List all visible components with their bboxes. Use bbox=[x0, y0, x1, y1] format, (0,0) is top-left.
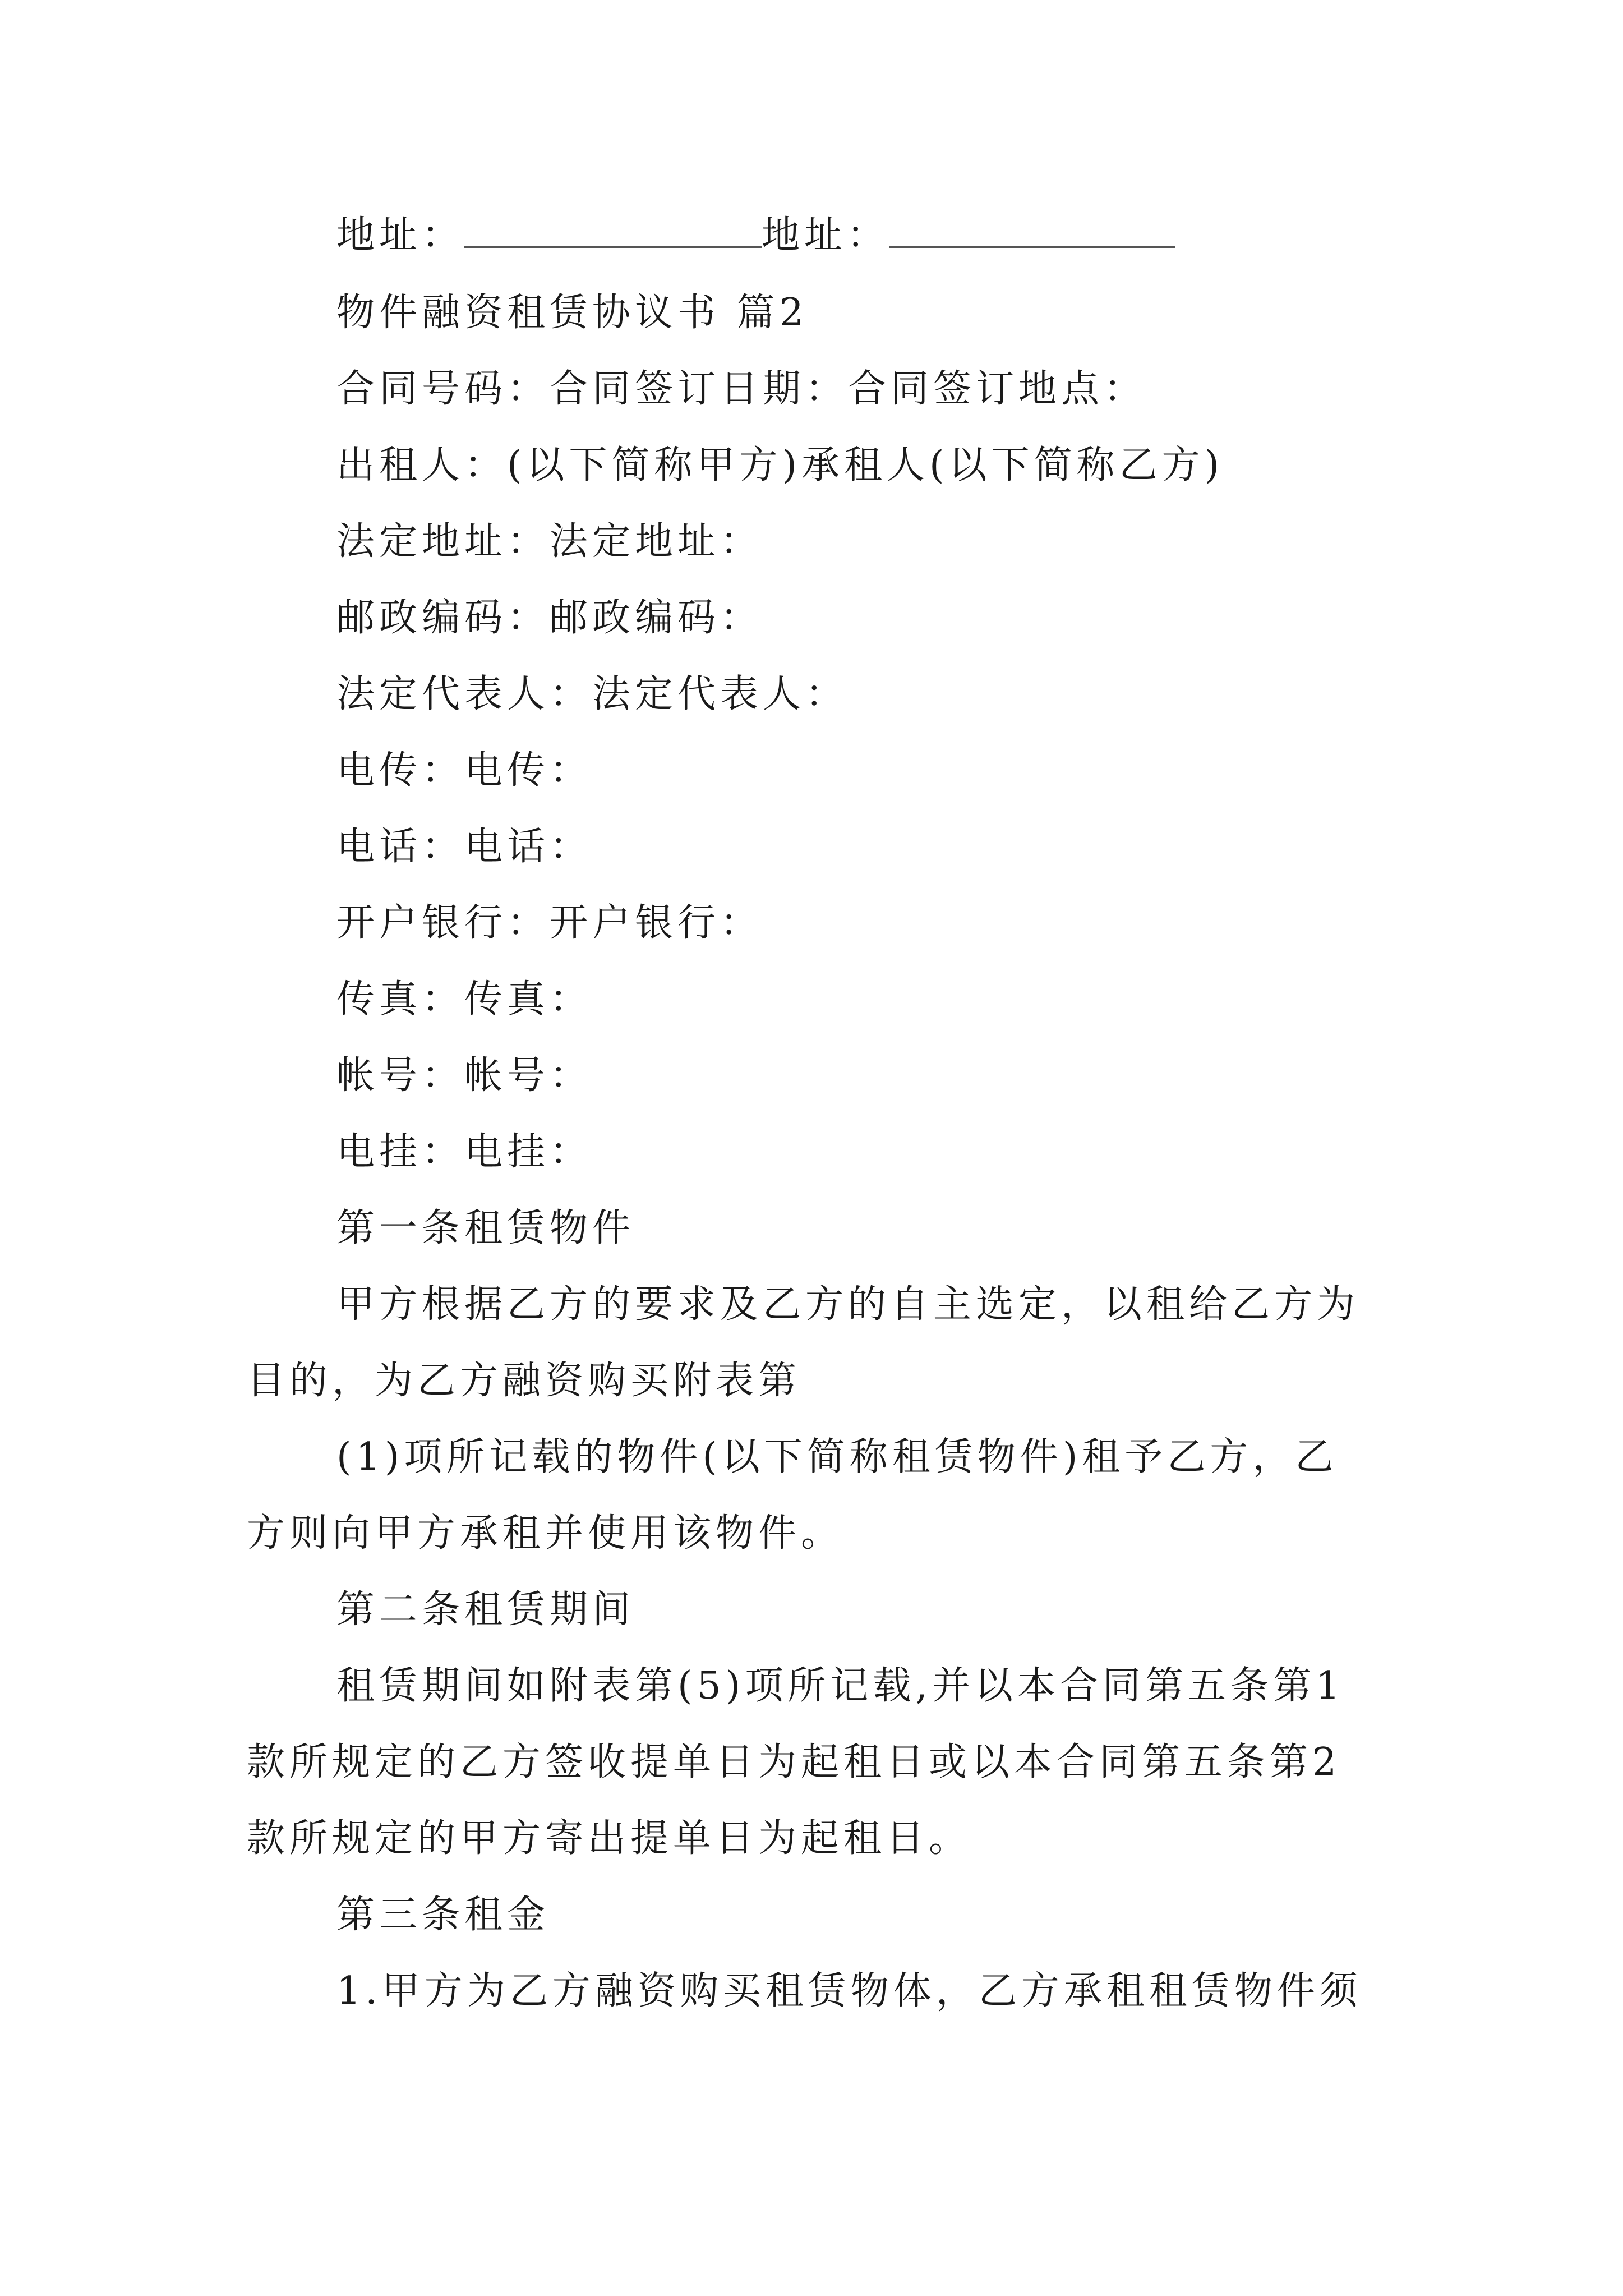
header-line-bank: 开户银行：开户银行： bbox=[336, 901, 763, 945]
article-1-para-1-line-1: 甲方根据乙方的要求及乙方的自主选定，以租给乙方为 bbox=[336, 1282, 1360, 1327]
header-line-account: 帐号：帐号： bbox=[336, 1053, 593, 1098]
header-line-legal-representative: 法定代表人：法定代表人： bbox=[336, 672, 849, 716]
address-blank-left bbox=[464, 211, 762, 248]
header-line-telex: 电传：电传： bbox=[336, 748, 593, 793]
header-line-contract: 合同号码：合同签订日期：合同签订地点： bbox=[336, 367, 1147, 411]
article-3-title: 第三条租金 bbox=[336, 1893, 550, 1937]
header-line-legal-address: 法定地址：法定地址： bbox=[336, 519, 763, 564]
article-1-title: 第一条租赁物件 bbox=[336, 1206, 635, 1250]
article-1-para-2-line-1: (1)项所记载的物件(以下简称租赁物件)租予乙方，乙 bbox=[336, 1435, 1338, 1479]
address-blank-right bbox=[889, 211, 1175, 248]
section-title: 物件融资租赁协议书 篇2 bbox=[336, 291, 808, 335]
header-line-cable: 电挂：电挂： bbox=[336, 1130, 593, 1174]
address-row bbox=[336, 208, 1175, 264]
header-line-parties: 出租人：(以下简称甲方)承租人(以下简称乙方) bbox=[336, 443, 1224, 487]
header-line-fax: 传真：传真： bbox=[336, 977, 593, 1022]
article-2-para-line-2: 款所规定的乙方签收提单日为起租日或以本合同第五条第2 bbox=[247, 1740, 1341, 1784]
article-2-para-line-1: 租赁期间如附表第(5)项所记载,并以本合同第五条第1 bbox=[336, 1664, 1345, 1708]
address-label-left: 地址： bbox=[336, 213, 465, 257]
article-3-para-line-1: 1.甲方为乙方融资购买租赁物体，乙方承租租赁物件须 bbox=[336, 1969, 1362, 2013]
article-2-para-line-3: 款所规定的甲方寄出提单日为起租日。 bbox=[247, 1816, 972, 1861]
address-label-right: 地址： bbox=[762, 213, 890, 257]
header-line-postal-code: 邮政编码：邮政编码： bbox=[336, 596, 763, 640]
article-1-para-2-line-2: 方则向甲方承租并使用该物件。 bbox=[247, 1511, 844, 1556]
article-1-para-1-line-2: 目的，为乙方融资购买附表第 bbox=[247, 1359, 801, 1403]
article-2-title: 第二条租赁期间 bbox=[336, 1588, 635, 1632]
header-line-telephone: 电话：电话： bbox=[336, 825, 593, 869]
